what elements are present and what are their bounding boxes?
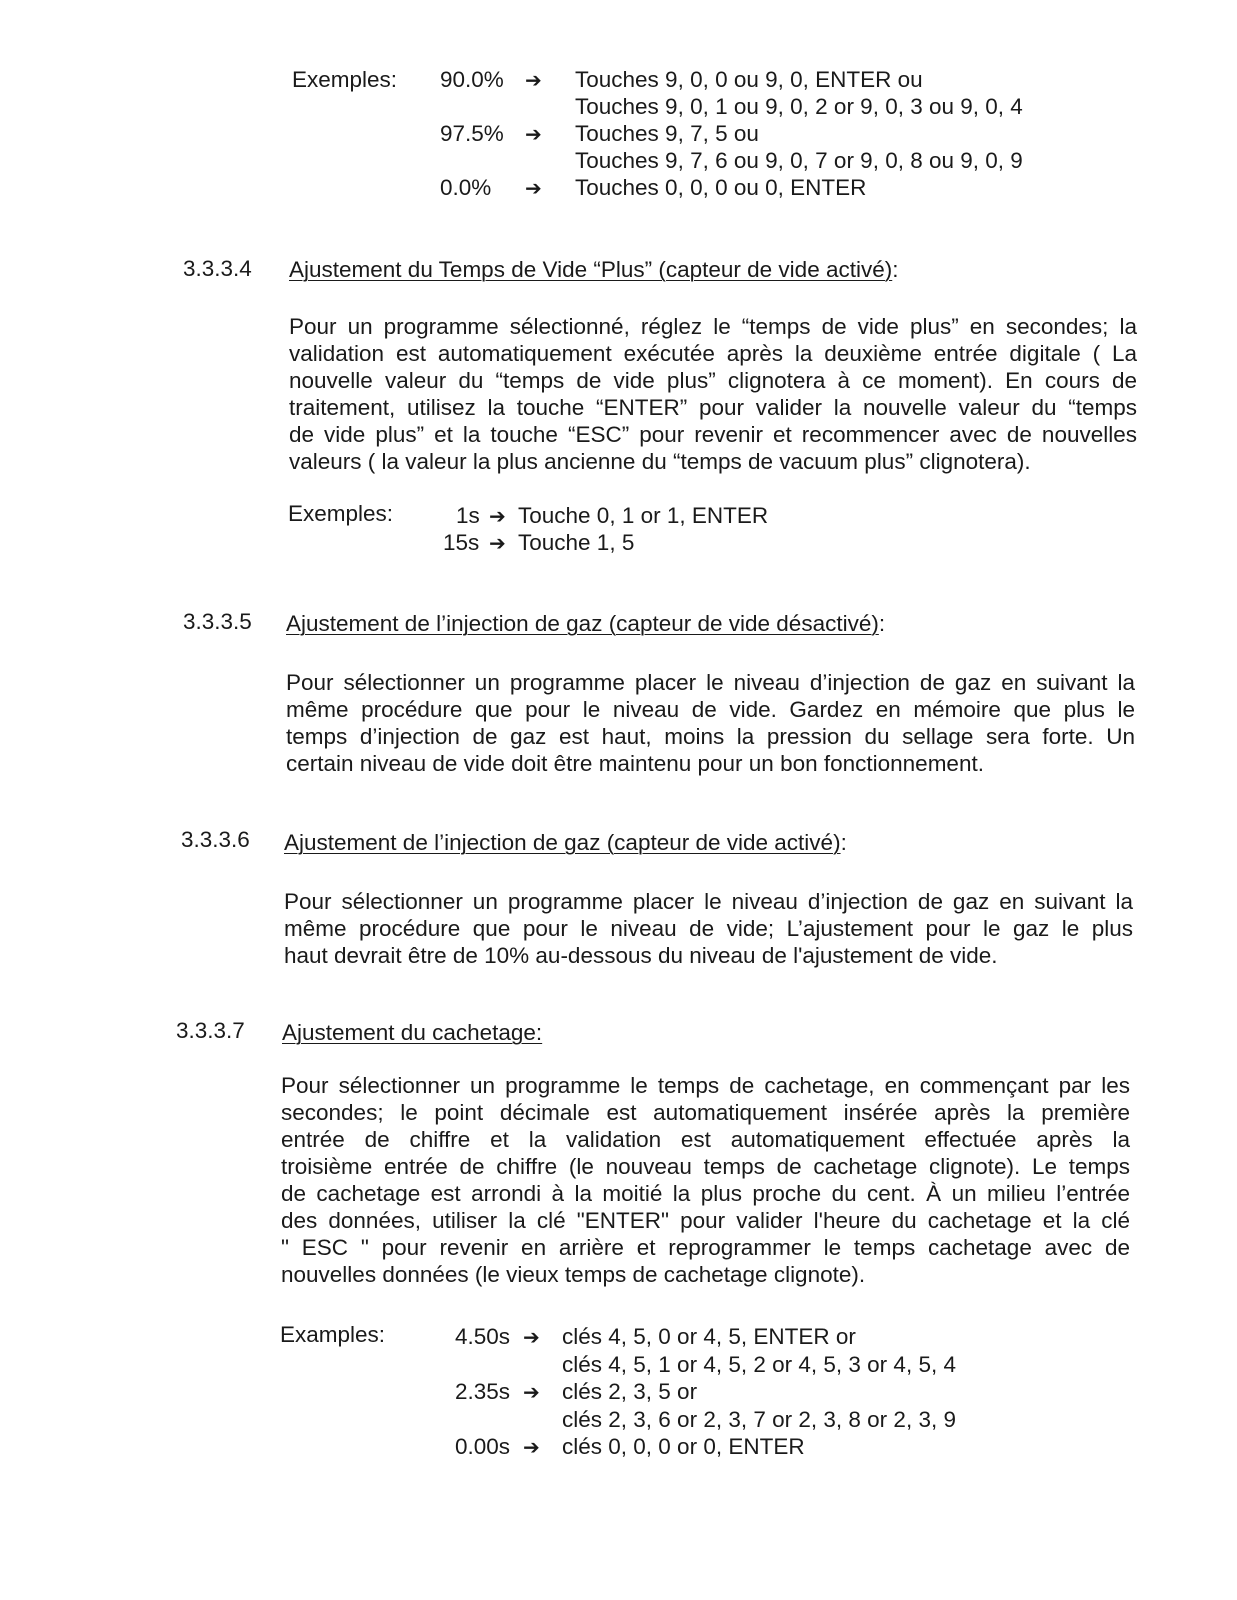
example-text: clés 4, 5, 1 or 4, 5, 2 or 4, 5, 3 or 4, 5, 4 bbox=[562, 1352, 956, 1377]
section-title: Ajustement de l’injection de gaz (capteur de vide désactivé): bbox=[286, 611, 886, 636]
section-paragraph: Pour un programme sélectionné, réglez le “temps de vide plus” en secondes; la validation est automatiquement exécutée après la deuxième entrée digitale ( La nouvelle valeur du “temps de vide plus” clignotera à ce moment). En cours de traitement, utilisez la touche “ENTER” pour valider la nouvelle valeur du “temps de vide plus” et la touche “ESC” pour revenir et recommencer avec de nouvelles valeurs ( la valeur la plus ancienne du “temps de vacuum plus” clignotera). bbox=[289, 314, 1137, 474]
example-value: 15s bbox=[443, 530, 480, 555]
section-number: 3.3.3.5 bbox=[183, 609, 252, 634]
arrow-right-icon: ➔ bbox=[489, 504, 506, 528]
section-title: Ajustement de l’injection de gaz (capteur de vide activé): bbox=[284, 830, 847, 855]
arrow-right-icon: ➔ bbox=[523, 1325, 540, 1349]
examples-label: Exemples: bbox=[288, 501, 394, 526]
example-text: clés 4, 5, 0 or 4, 5, ENTER or bbox=[562, 1324, 856, 1349]
section-paragraph: Pour sélectionner un programme le temps de cachetage, en commençant par les secondes; le point décimale est automatiquement insérée après la première entrée de chiffre et la validation est automatiquement effectuée après la troisième entrée de chiffre (le nouveau temps de cachetage clignote). Le temps de cachetage est arrondi à la moitié la plus proche du cent. À un milieu l’entrée des données, utiliser la clé "ENTER" pour valider l'heure du cachetage et la clé " ESC " pour revenir en arrière et reprogrammer le temps cachetage avec de nouvelles données (le vieux temps de cachetage clignote). bbox=[281, 1073, 1130, 1287]
section-title: Ajustement du cachetage: bbox=[282, 1020, 543, 1045]
example-text: Touches 9, 0, 1 ou 9, 0, 2 or 9, 0, 3 ou 9, 0, 4 bbox=[575, 94, 1023, 119]
arrow-right-icon: ➔ bbox=[523, 1380, 540, 1404]
example-text: clés 2, 3, 6 or 2, 3, 7 or 2, 3, 8 or 2, 3, 9 bbox=[562, 1407, 956, 1432]
example-value: 1s bbox=[456, 503, 480, 528]
arrow-right-icon: ➔ bbox=[525, 68, 542, 92]
example-text: Touches 9, 7, 6 ou 9, 0, 7 or 9, 0, 8 ou 9, 0, 9 bbox=[575, 148, 1023, 173]
example-text: Touche 1, 5 bbox=[518, 530, 635, 555]
example-value: 90.0% bbox=[440, 67, 504, 92]
section-paragraph: Pour sélectionner un programme placer le niveau d’injection de gaz en suivant la même procédure que pour le niveau de vide; L’ajustement pour le gaz le plus haut devrait être de 10% au-dessous du niveau de l'ajustement de vide. bbox=[284, 889, 1133, 968]
arrow-right-icon: ➔ bbox=[523, 1435, 540, 1459]
section-paragraph: Pour sélectionner un programme placer le niveau d’injection de gaz en suivant la même procédure que pour le niveau de vide. Gardez en mémoire que plus le temps d’injection de gaz est haut, moins la pression du sellage sera forte. Un certain niveau de vide doit être maintenu pour un bon fonctionnement. bbox=[286, 670, 1135, 776]
example-value: 0.0% bbox=[440, 175, 492, 200]
example-value: 4.50s bbox=[455, 1324, 511, 1349]
examples-label: Examples: bbox=[280, 1322, 386, 1347]
example-text: clés 2, 3, 5 or bbox=[562, 1379, 698, 1404]
section-title: Ajustement du Temps de Vide “Plus” (capteur de vide activé): bbox=[289, 257, 899, 282]
example-text: Touches 9, 7, 5 ou bbox=[575, 121, 759, 146]
example-text: clés 0, 0, 0 or 0, ENTER bbox=[562, 1434, 805, 1459]
example-value: 2.35s bbox=[455, 1379, 511, 1404]
examples-label: Exemples: bbox=[292, 67, 398, 92]
arrow-right-icon: ➔ bbox=[525, 122, 542, 146]
section-number: 3.3.3.6 bbox=[181, 827, 250, 852]
section-number: 3.3.3.4 bbox=[183, 256, 252, 281]
arrow-right-icon: ➔ bbox=[489, 531, 506, 555]
example-value: 0.00s bbox=[455, 1434, 511, 1459]
example-value: 97.5% bbox=[440, 121, 504, 146]
example-text: Touches 0, 0, 0 ou 0, ENTER bbox=[575, 175, 867, 200]
section-number: 3.3.3.7 bbox=[176, 1018, 245, 1043]
example-text: Touche 0, 1 or 1, ENTER bbox=[518, 503, 769, 528]
arrow-right-icon: ➔ bbox=[525, 176, 542, 200]
example-text: Touches 9, 0, 0 ou 9, 0, ENTER ou bbox=[575, 67, 923, 92]
